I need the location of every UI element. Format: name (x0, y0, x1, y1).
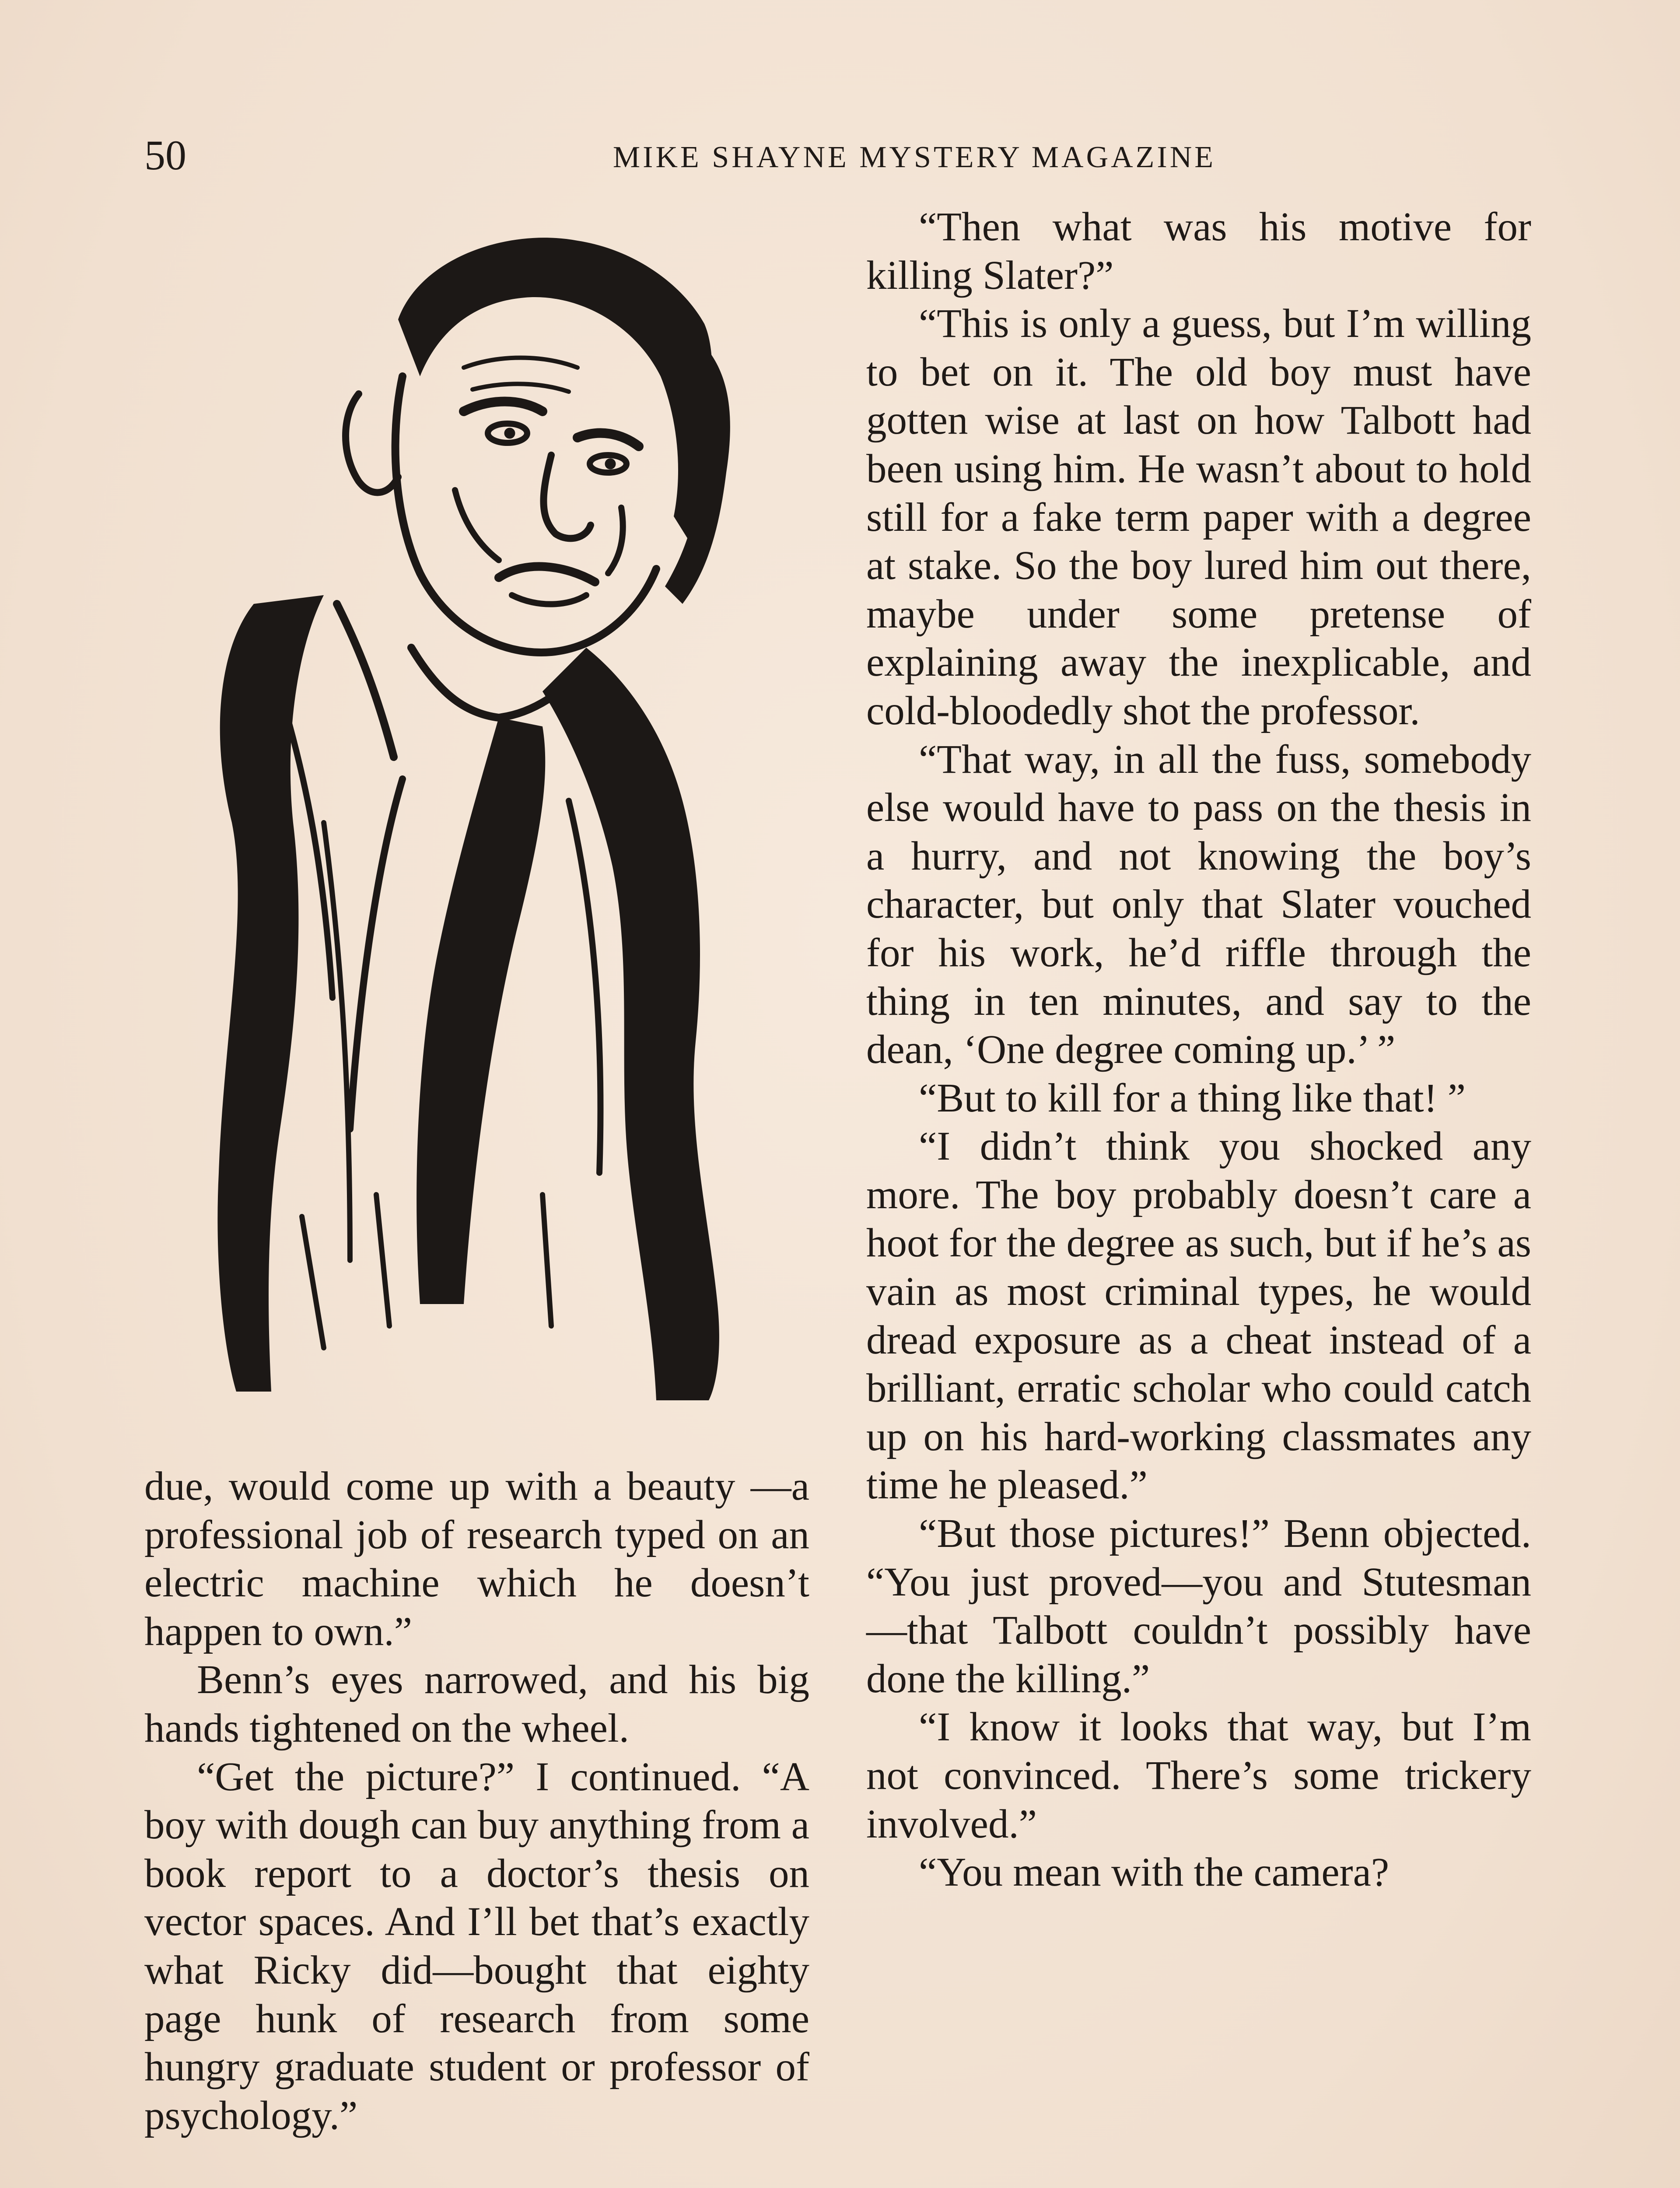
paragraph: “Get the picture?” I continued. “A boy with dough can buy anything from a book report to a doctor’s thesis on vector spaces. And I’ll bet that’s exactly what Ricky did—bought that eighty page hunk of research from some hungry graduate student or professor of psychology.” (144, 1754, 809, 2138)
paragraph: “That way, in all the fuss, somebody else would have to pass on the thesis in a hurry, and not knowing the boy’s character, but only that Slater vouched for his work, he’d riffle through the thing in ten minutes, and say to the dean, ‘One degree coming up.’ ” (866, 736, 1531, 1073)
man-portrait-illustration (192, 210, 796, 1409)
paragraph: “I know it looks that way, but I’m not convinced. There’s some trickery involved.” (866, 1704, 1531, 1847)
paragraph: “I didn’t think you shocked any more. The boy probably doesn’t care a hoot for the degree as such, but if he’s as vain as most criminal types, he would dread exposure as a cheat instead of a brilliant, erratic scholar who could catch up on his hard-working classmates any time he pleased.” (866, 1124, 1531, 1508)
paragraph: “But to kill for a thing like that! ” (919, 1075, 1466, 1121)
right-text-column (866, 203, 1531, 1897)
paragraph: Benn’s eyes narrowed, and his big hands tightened on the wheel. (144, 1657, 809, 1751)
page-header (144, 131, 1536, 179)
paragraph: “But those pictures!” Benn objected. “You just proved—you and Stutesman—that Talbott couldn’t possibly have done the killing.” (866, 1511, 1531, 1701)
page-number: 50 (144, 132, 186, 179)
paragraph: “You mean with the camera? (919, 1850, 1390, 1895)
paragraph: “Then what was his motive for killing Slater?” (866, 204, 1531, 298)
left-text-column (144, 1462, 809, 2140)
paragraph: “This is only a guess, but I’m willing to bet on it. The old boy must have gotten wise at last on how Talbott had been using him. He wasn’t about to hold still for a fake term paper with a degree at stake. So the boy lured him out there, maybe under some pretense of explaining away the inexplicable, and cold-bloodedly shot the professor. (866, 301, 1531, 733)
paragraph: due, would come up with a beauty —a professional job of research typed on an electric machine which he doesn’t happen to own.” (144, 1464, 809, 1654)
running-head: MIKE SHAYNE MYSTERY MAGAZINE (612, 140, 1216, 174)
